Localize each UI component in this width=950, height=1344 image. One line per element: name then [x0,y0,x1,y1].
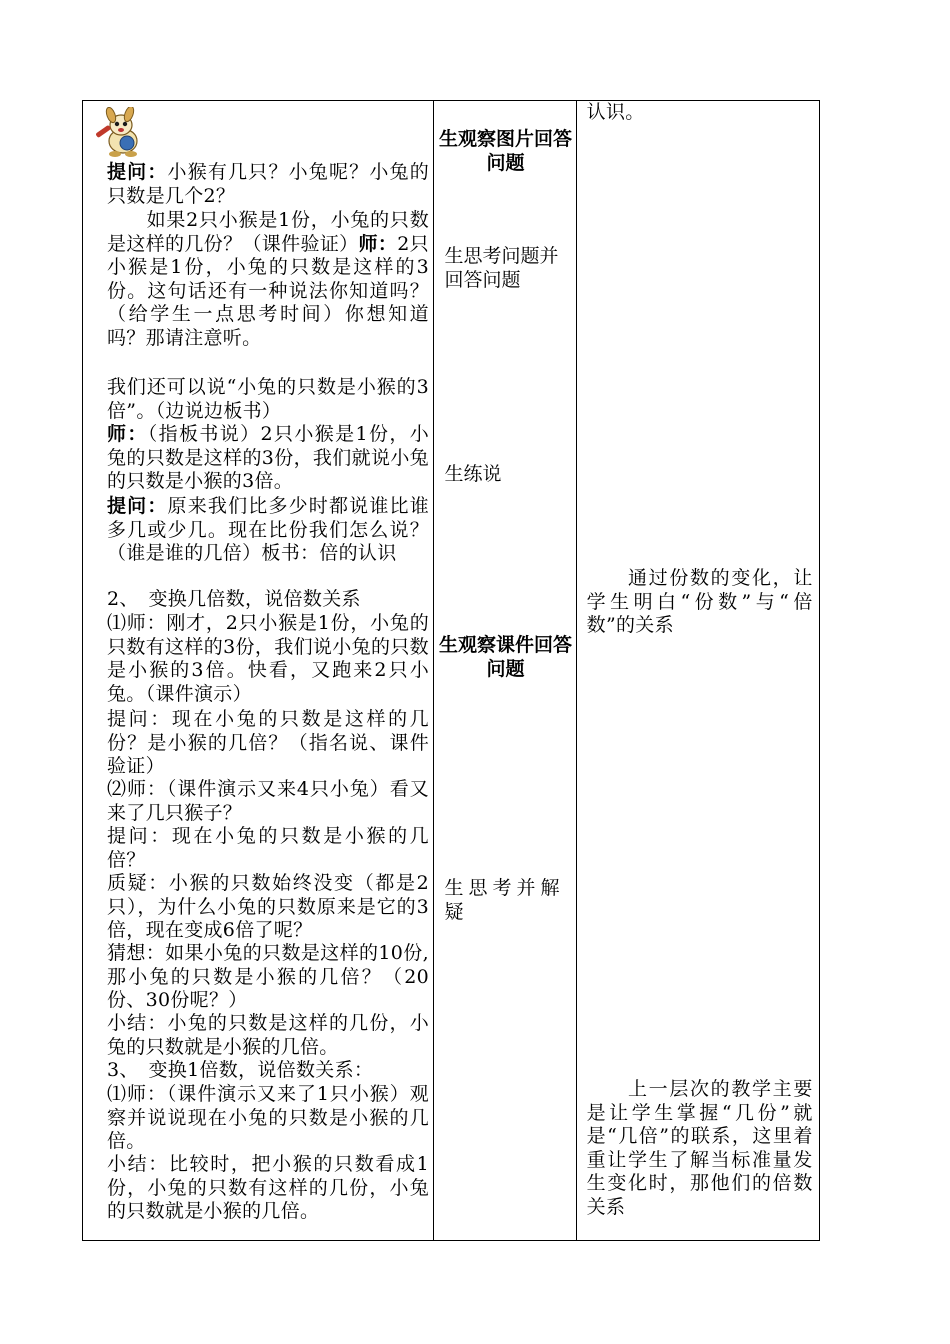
activity-heading: 生观察图片回答问题 [438,128,572,174]
paragraph-text: ⑴师：刚才，2只小猴是1份，小兔的只数有这样的3份，我们说小兔的只数是小猴的3倍。快看，又跑来2只小兔。（课件演示） [107,612,429,705]
paragraph-text: ⑴师：（课件演示又来了1只小猴）观察并说说现在小兔的只数是小猴的几倍。 [107,1083,429,1153]
lesson-plan-table [82,100,820,1241]
paragraph-text: 如果2只小猴是1份，小兔的只数是这样的几份？（课件验证） [107,209,429,255]
paragraph-text: 提问：现在小兔的只数是小猴的几倍？ [107,825,429,871]
section-heading: 2、 变换几倍数，说倍数关系 [107,588,361,610]
paragraph-text: 小结：比较时，把小猴的只数看成1份，小兔的只数有这样的几份，小兔的只数就是小猴的几倍。 [107,1153,429,1223]
teacher-label: 师： [358,232,398,255]
intent-text: 认识。 [586,101,645,123]
paragraph-text: 猜想：如果小兔的只数是这样的10份,那小兔的只数是小猴的几倍？（20份、30份呢？） [107,942,429,1012]
question-label: 提问： [107,495,168,517]
paragraph-text: 原来我们比多少时都说谁比谁多几或少几。现在比份我们怎么说？（谁是谁的几倍）板书：倍的认识 [107,495,429,565]
activity-text: 生练说 [444,463,502,485]
section-heading: 3、 变换1倍数，说倍数关系： [107,1059,374,1081]
activity-heading: 生观察课件回答问题 [438,634,572,680]
activity-text: 生思考并解疑 [444,877,565,923]
table-row [83,101,820,1241]
question-label: 提问： [107,161,168,183]
paragraph-text: 质疑：小猴的只数始终没变（都是2只），为什么小兔的只数原来是它的3倍，现在变成6倍了呢？ [107,872,429,942]
teacher-label: 师： [107,423,148,445]
paragraph-text: 小结：小兔的只数是这样的几份，小兔的只数就是小猴的几倍。 [107,1012,429,1058]
paragraph-text: （指板书说）2只小猴是1份，小兔的只数是这样的3份，我们就说小兔的只数是小猴的3倍。 [107,423,429,493]
cartoon-dog-icon [91,107,147,159]
intent-text: 上一层次的教学主要是让学生掌握“几份”就是“几倍”的联系，这里着重让学生了解当标准量发生变化时，那他们的倍数关系 [586,1078,813,1218]
intent-text: 通过份数的变化，让学生明白“份数”与“倍数”的关系 [586,567,813,637]
question-text: 小猴有几只？小兔呢？小兔的只数是几个2？ [107,161,429,207]
paragraph-text: 提问：现在小兔的只数是这样的几份？是小猴的几倍？（指名说、课件验证） [107,708,429,778]
paragraph-text: ⑵师：（课件演示又来4只小兔）看又来了几只猴子？ [107,778,429,824]
paragraph-text: 2只小猴是1份，小兔的只数是这样的3份。这句话还有一种说法你知道吗？（给学生一点思考时间）你想知道吗？那请注意听。 [107,232,429,349]
paragraph-text: 我们还可以说“小兔的只数是小猴的3倍”。（边说边板书） [107,376,429,422]
teaching-process-cell [83,101,434,1241]
activity-text: 生思考问题并回答问题 [444,245,559,291]
student-activity-cell [434,101,576,1241]
design-intent-cell [576,101,819,1241]
